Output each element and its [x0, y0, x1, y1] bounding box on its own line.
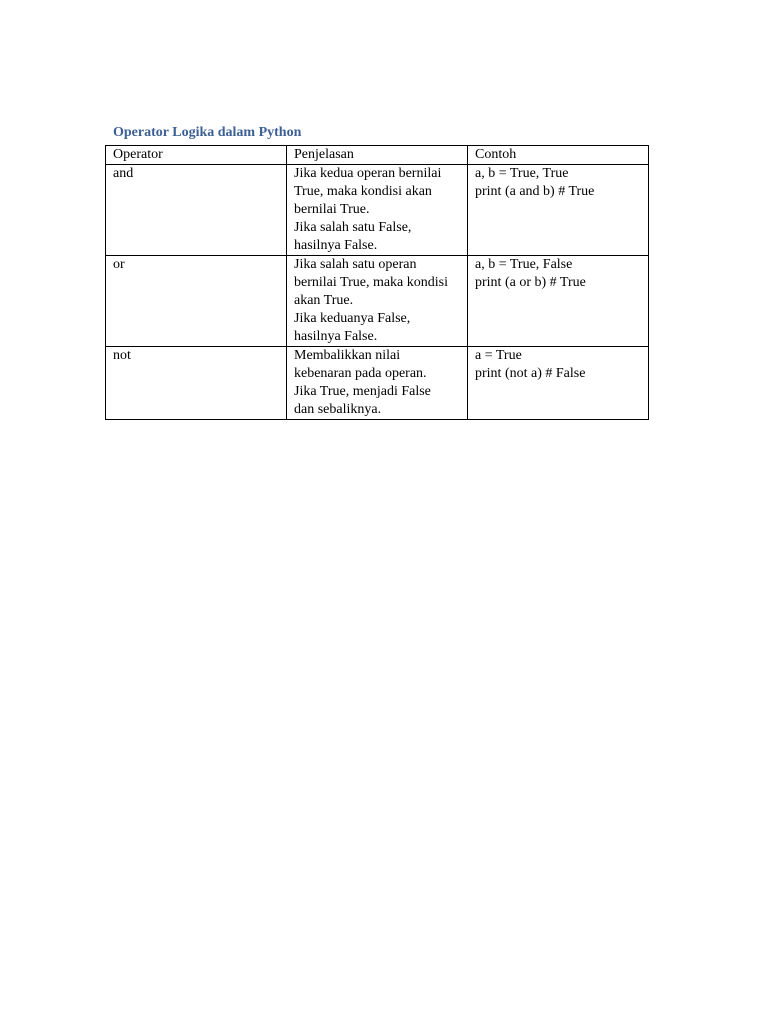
contoh-line: a, b = True, True — [475, 166, 569, 181]
operator-table — [105, 145, 649, 420]
contoh-line: print (a or b) # True — [475, 275, 586, 290]
contoh-line: print (a and b) # True — [475, 184, 595, 199]
penjelasan-line: akan True. — [294, 293, 354, 308]
penjelasan-cell — [287, 347, 468, 420]
penjelasan-line: True, maka kondisi akan — [294, 184, 432, 199]
penjelasan-line: Jika salah satu operan — [294, 257, 417, 272]
header-cell-penjelasan: Penjelasan — [287, 146, 468, 165]
contoh-cell — [468, 347, 649, 420]
contoh-line: a, b = True, False — [475, 257, 573, 272]
penjelasan-line: Jika keduanya False, — [294, 311, 411, 326]
penjelasan-line: hasilnya False. — [294, 238, 378, 253]
page-title: Operator Logika dalam Python — [113, 125, 302, 140]
header-cell-contoh: Contoh — [468, 146, 649, 165]
penjelasan-cell — [287, 256, 468, 347]
penjelasan-line: bernilai True. — [294, 202, 370, 217]
table-row-and — [106, 165, 649, 256]
penjelasan-line: dan sebaliknya. — [294, 402, 382, 417]
operator-cell: not — [106, 347, 287, 420]
penjelasan-cell — [287, 165, 468, 256]
table-row-or — [106, 256, 649, 347]
table-row-not — [106, 347, 649, 420]
penjelasan-line: kebenaran pada operan. — [294, 366, 427, 381]
contoh-line: print (not a) # False — [475, 366, 586, 381]
penjelasan-line: hasilnya False. — [294, 329, 378, 344]
penjelasan-line: Membalikkan nilai — [294, 348, 401, 363]
table-header-row — [106, 146, 649, 165]
penjelasan-line: Jika kedua operan bernilai — [294, 166, 442, 181]
operator-cell: and — [106, 165, 287, 256]
header-cell-operator: Operator — [106, 146, 287, 165]
contoh-cell — [468, 165, 649, 256]
penjelasan-line: Jika True, menjadi False — [294, 384, 431, 399]
contoh-line: a = True — [475, 348, 522, 363]
penjelasan-line: bernilai True, maka kondisi — [294, 275, 448, 290]
contoh-cell — [468, 256, 649, 347]
penjelasan-line: Jika salah satu False, — [294, 220, 412, 235]
operator-cell: or — [106, 256, 287, 347]
